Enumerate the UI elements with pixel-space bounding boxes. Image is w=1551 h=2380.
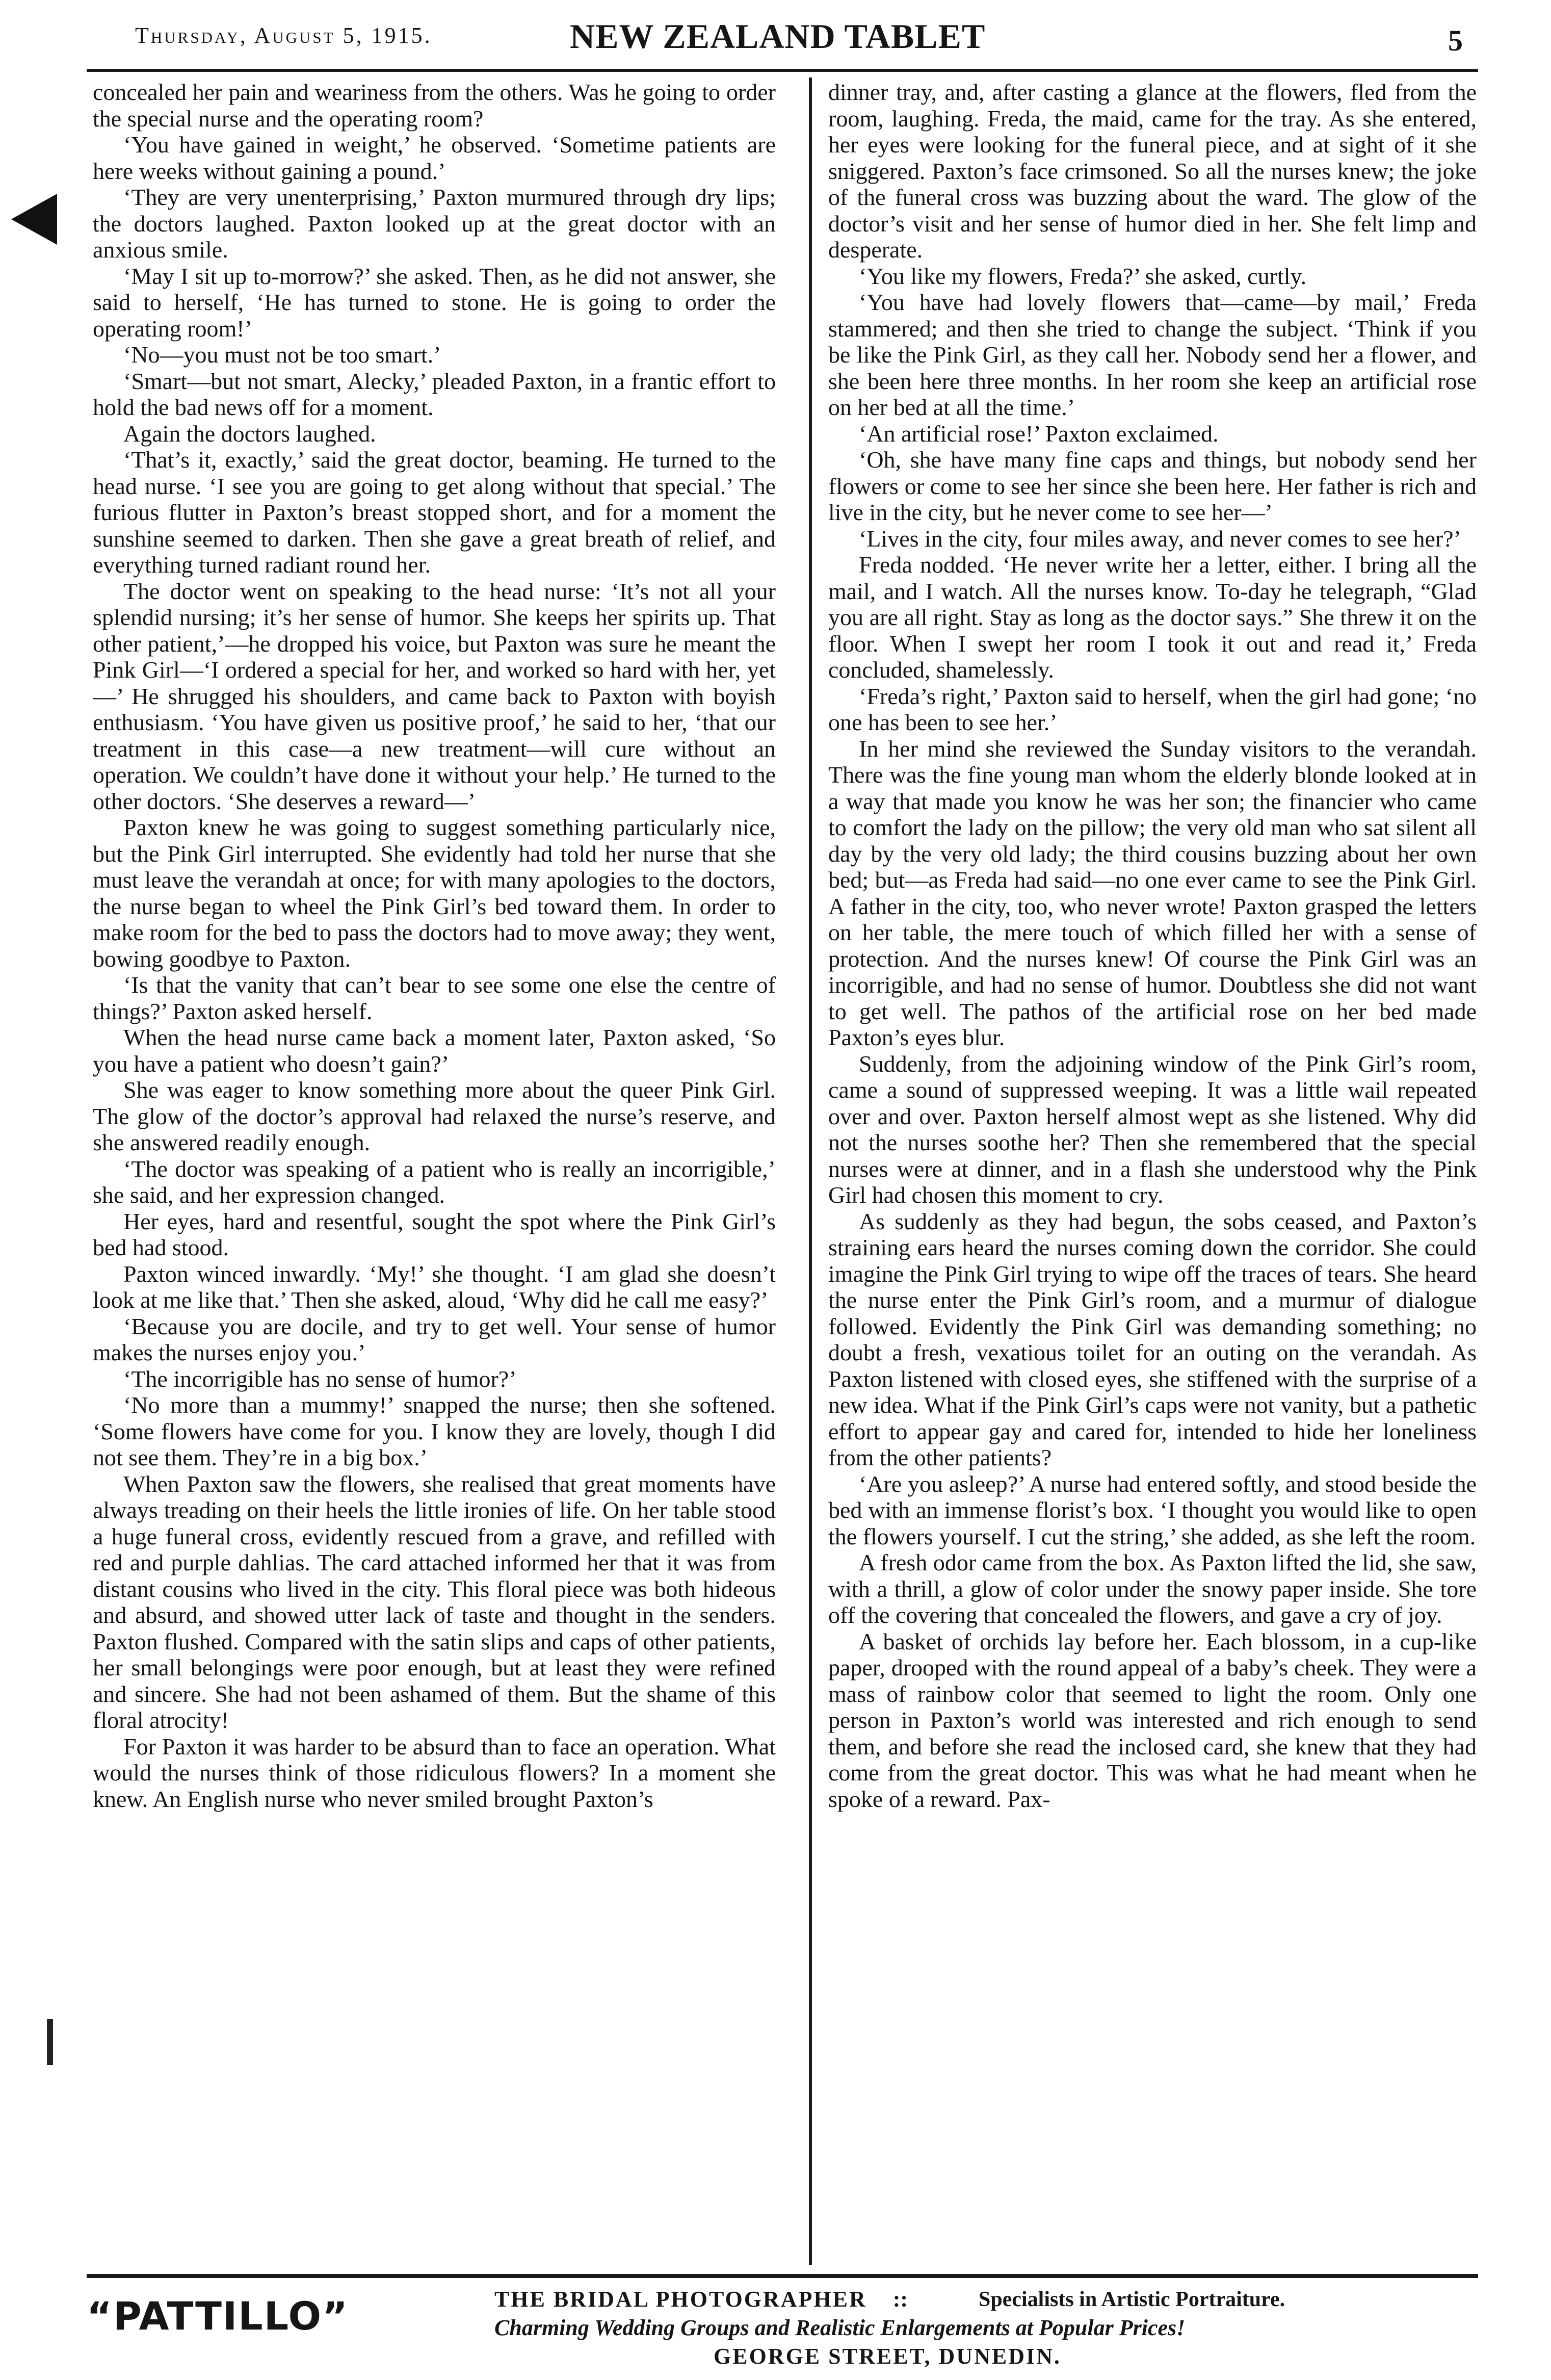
- issue-date: Thursday, August 5, 1915.: [135, 23, 432, 48]
- article-paragraph: ‘The incorrigible has no sense of humor?’: [123, 1365, 517, 1392]
- article-paragraph: ‘No—you must not be too smart.’: [123, 342, 441, 368]
- margin-arrow-mark: [11, 194, 57, 245]
- column-divider: [809, 77, 812, 2265]
- article-paragraph: dinner tray, and, after casting a glance at the flowers, fled from the room, laughing. Freda, the maid, came for the tray. As she entered, her eyes were looking for the funeral piece, and at sight of it she sniggered. Paxton’s face crimsoned. So all the nurses knew; the joke of the funeral cross was buzzing about the ward. The glow of the doctor’s visit and her sense of humor died in her. She felt limp and desperate.: [828, 79, 1477, 263]
- ad-specialty: Specialists in Artistic Portraiture.: [979, 2288, 1285, 2311]
- article-paragraph: Again the doctors laughed.: [123, 420, 376, 447]
- article-paragraph: ‘Smart—but not smart, Alecky,’ pleaded Paxton, in a frantic effort to hold the bad news off for a moment.: [93, 368, 776, 420]
- article-paragraph: Suddenly, from the adjoining window of the Pink Girl’s room, came a sound of suppressed weeping. It was a little wail repeated over and over. Paxton herself almost wept as she listened. Why did not the nurses soothe her? Then she remembered that the special nurses were at dinner, and in a flash she understood why the Pink Girl had chosen this moment to cry.: [828, 1050, 1477, 1208]
- article-paragraph: Paxton winced inwardly. ‘My!’ she thought. ‘I am glad she doesn’t look at me like that.’ Then she asked, aloud, ‘Why did he call me easy?’: [93, 1260, 776, 1313]
- article-paragraph: She was eager to know something more about the queer Pink Girl. The glow of the doctor’s approval had relaxed the nurse’s reserve, and she answered readily enough.: [93, 1077, 776, 1155]
- ad-address: GEORGE STREET, DUNEDIN.: [714, 2344, 1061, 2369]
- advertisement: [87, 2284, 1478, 2376]
- article-paragraph: ‘Freda’s right,’ Paxton said to herself, when the girl had gone; ‘no one has been to see her.’: [828, 683, 1477, 735]
- page-header: [87, 14, 1473, 60]
- article-paragraph: When the head nurse came back a moment later, Paxton asked, ‘So you have a patient who doesn’t gain?’: [93, 1024, 776, 1077]
- article-paragraph: As suddenly as they had begun, the sobs ceased, and Paxton’s straining ears heard the nurses coming down the corridor. She could imagine the Pink Girl trying to wipe off the traces of tears. She heard the nurse enter the Pink Girl’s room, and a murmur of dialogue followed. Evidently the Pink Girl was demanding something; no doubt a fresh, vexatious toilet for an outing on the verandah. As Paxton listened with closed eyes, she stiffened with the surprise of a new idea. What if the Pink Girl’s caps were not vanity, but a pathetic effort to appear gay and cared for, intended to hide her loneliness from the other patients?: [828, 1208, 1477, 1470]
- ad-line-2: Charming Wedding Groups and Realistic Enlargements at Popular Prices!: [494, 2315, 1186, 2340]
- article-paragraph: ‘Is that the vanity that can’t bear to see some one else the centre of things?’ Paxton asked herself.: [93, 972, 776, 1024]
- article-paragraph: ‘Lives in the city, four miles away, and never comes to see her?’: [859, 525, 1461, 552]
- article-paragraph: ‘That’s it, exactly,’ said the great doctor, beaming. He turned to the head nurse. ‘I see you are going to get along without that special.’ The furious flutter in Paxton’s breast stopped short, and for a moment the sunshine seemed to darken. Then she gave a great breath of relief, and everything turned radiant round her.: [93, 447, 776, 578]
- article-paragraph: ‘Oh, she have many fine caps and things, but nobody send her flowers or come to see her since she been here. Her father is rich and live in the city, but he never come to see her—’: [828, 447, 1477, 525]
- article-paragraph: ‘Because you are docile, and try to get well. Your sense of humor makes the nurses enjoy you.’: [93, 1313, 776, 1365]
- article-paragraph: ‘No more than a mummy!’ snapped the nurse; then she softened. ‘Some flowers have come for you. I know they are lovely, though I did not see them. They’re in a big box.’: [93, 1392, 776, 1470]
- ad-line-1: [494, 2285, 1463, 2314]
- article-paragraph: Her eyes, hard and resentful, sought the spot where the Pink Girl’s bed had stood.: [93, 1208, 776, 1260]
- article-paragraph: Freda nodded. ‘He never write her a letter, either. I bring all the mail, and I watch. All the nurses know. To-day he telegraph, “Glad you are all right. Stay as long as the doctor says.” She threw it on the floor. When I swept her room I took it out and read it,’ Freda concluded, shamelessly.: [828, 552, 1477, 683]
- article-paragraph: ‘You have had lovely flowers that—came—by mail,’ Freda stammered; and then she tried to change the subject. ‘Think if you be like the Pink Girl, as they call her. Nobody send her a flower, and she been here three months. In her room she keep an artificial rose on her bed at all the time.’: [828, 289, 1477, 420]
- article-paragraph: For Paxton it was harder to be absurd than to face an operation. What would the nurses think of those ridiculous flowers? In a moment she knew. An English nurse who never smiled brought Paxton’s: [93, 1733, 776, 1812]
- article-paragraph: A basket of orchids lay before her. Each blossom, in a cup-like paper, drooped with the round appeal of a baby’s cheek. They were a mass of rainbow color that seemed to light the room. Only one person in Paxton’s world was interested and rich enough to send them, and before she read the inclosed card, she knew that they had come from the great doctor. This was what he had meant when he spoke of a reward. Pax-: [828, 1628, 1477, 1812]
- article-paragraph: A fresh odor came from the box. As Paxton lifted the lid, she saw, with a thrill, a glow of color under the snowy paper inside. She tore off the covering that concealed the flowers, and gave a cry of joy.: [828, 1549, 1477, 1628]
- article-paragraph: ‘May I sit up to-morrow?’ she asked. Then, as he did not answer, she said to herself, ‘He has turned to stone. He is going to order the operating room!’: [93, 263, 776, 342]
- footer-rule: [87, 2274, 1478, 2278]
- article-paragraph: ‘They are very unenterprising,’ Paxton murmured through dry lips; the doctors laughed. Paxton looked up at the great doctor with an anxious smile.: [93, 184, 776, 263]
- ad-brand: “PATTILLO”: [87, 2293, 349, 2339]
- header-rule: [87, 69, 1478, 72]
- article-paragraph: ‘You have gained in weight,’ he observed. ‘Sometime patients are here weeks without gaining a pound.’: [93, 132, 776, 184]
- article-paragraph: When Paxton saw the flowers, she realised that great moments have always treading on their heels the little ironies of life. On her table stood a huge funeral cross, evidently rescued from a grave, and refilled with red and purple dahlias. The card attached informed her that it was from distant cousins who lived in the city. This floral piece was both hideous and absurd, and showed utter lack of taste and thought in the senders. Paxton flushed. Compared with the satin slips and caps of other patients, her small belongings were poor enough, but at least they were refined and sincere. She had not been ashamed of them. But the shame of this floral atrocity!: [93, 1470, 776, 1733]
- margin-pin-mark: [47, 2019, 53, 2065]
- article-paragraph: ‘An artificial rose!’ Paxton exclaimed.: [859, 420, 1219, 447]
- article-paragraph: ‘Are you asleep?’ A nurse had entered softly, and stood beside the bed with an immense florist’s box. ‘I thought you would like to open the flowers yourself. I cut the string,’ she added, as she left the room.: [828, 1470, 1477, 1549]
- ad-headline: THE BRIDAL PHOTOGRAPHER: [494, 2287, 867, 2312]
- article-paragraph: The doctor went on speaking to the head nurse: ‘It’s not all your splendid nursing; it’s her sense of humor. She keeps her spirits up. That other patient,’—he dropped his voice, but Paxton was sure he meant the Pink Girl—‘I ordered a special for her, and worked so hard with her, yet—’ He shrugged his shoulders, and came back to Paxton with boyish enthusiasm. ‘You have given us positive proof,’ he said to her, ‘that our treatment in this case—a new treatment—will cure without an operation. We couldn’t have done it without your help.’ He turned to the other doctors. ‘She deserves a reward—’: [93, 578, 776, 814]
- article-paragraph: Paxton knew he was going to suggest something particularly nice, but the Pink Girl interrupted. She evidently had told her nurse that she must leave the verandah at once; for with many apologies to the doctors, the nurse began to wheel the Pink Girl’s bed toward them. In order to make room for the bed to pass the doctors had to move away; they went, bowing goodbye to Paxton.: [93, 814, 776, 972]
- right-column: [828, 79, 1477, 2266]
- article-paragraph: In her mind she reviewed the Sunday visitors to the verandah. There was the fine young man whom the elderly blonde looked at in a way that made you know he was her son; the financier who came to comfort the lady on the pillow; the very old man who sat silent all day by the very old lady; the third cousins buzzing about her own bed; but—as Freda had said—no one ever came to see the Pink Girl. A father in the city, too, who never wrote! Paxton grasped the letters on her table, the mere touch of which filled her with a sense of protection. And the nurses knew! Of course the Pink Girl was an incorrigible, and had no sense of humor. Doubtless she did not want to get well. The pathos of the artificial rose on her bed made Paxton’s eyes blur.: [828, 735, 1477, 1050]
- ad-separator: ::: [892, 2287, 908, 2312]
- article-paragraph: ‘The doctor was speaking of a patient who is really an incorrigible,’ she said, and her expression changed.: [93, 1155, 776, 1208]
- ad-text: [494, 2285, 1463, 2371]
- article-paragraph: concealed her pain and weariness from the others. Was he going to order the special nurse and the operating room?: [93, 79, 776, 132]
- page-number: 5: [1448, 24, 1463, 57]
- left-column: [93, 79, 776, 2266]
- article-paragraph: ‘You like my flowers, Freda?’ she asked, curtly.: [859, 263, 1307, 289]
- newspaper-title: NEW ZEALAND TABLET: [570, 17, 986, 56]
